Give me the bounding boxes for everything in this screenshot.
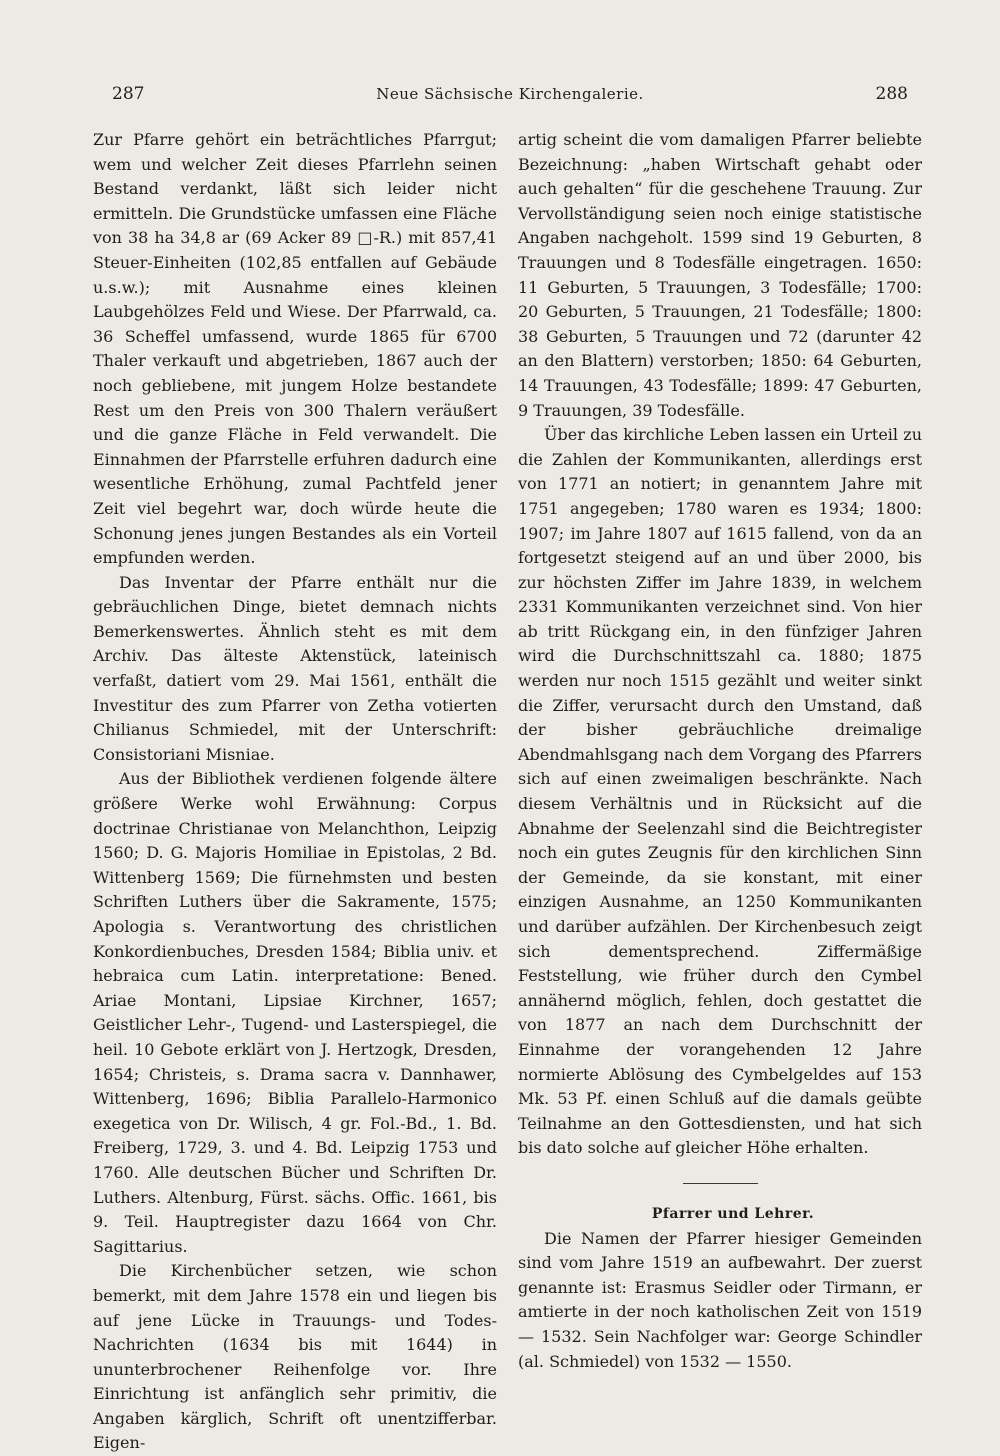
paragraph-kirchliches-leben: Über das kirchliche Leben lassen ein Urteil zu die Zahlen der Kommunikanten, allerdings erst von 1771 an notiert; in genanntem Jahre mit 1751 angegeben; 1780 waren es 1934; 1800: 1907; im Jahre 1807 auf 1615 fallend, von da an fortgesetzt steigend auf an und über 2000, bis zur höchsten Ziffer im Jahre 1839, in welchem 2331 Kommunikanten verzeichnet sind. Von hier ab tritt Rückgang ein, in den fünfziger Jahren wird die Durchschnittszahl ca. 1880; 1875 werden nur noch 1515 gezählt und weiter sinkt die Ziffer, verursacht durch den Umstand, daß der bisher gebräuchliche dreimalige Abendmahlsgang nach dem Vorgang des Pfarrers sich auf einen zweimaligen beschränkte. Nach diesem Verhältnis und in Rücksicht auf die Abnahme der Seelenzahl sind die Beichtregister noch ein gutes Zeugnis für den kirchlichen Sinn der Gemeinde, da sie konstant, mit einer einzigen Ausnahme, an 1250 Kommunikanten und darüber aufzählen. Der Kirchenbesuch zeigt sich dementsprechend. Ziffermäßige Feststellung, wie früher durch den Cymbel annähernd möglich, fehlen, doch gestattet die von 1877 an nach dem Durchschnitt der Einnahme der vorangehenden 12 Jahre normierte Ablösung des Cymbelgeldes auf 153 Mk. 53 Pf. einen Schluß auf die damals geübte Teilnahme an den Gottesdiensten, und hat sich bis dato solche auf gleicher Höhe erhalten. [518, 425, 922, 1158]
page-number-left: 287 [112, 84, 145, 104]
paragraph-pfarrer: Die Namen der Pfarrer hiesiger Gemeinden sind vom Jahre 1519 an aufbewahrt. Der zuerst genannte ist: Erasmus Seidler oder Tirmann, er amtierte in der noch katholischen Zeit von 1519 — 1532. Sein Nachfolger war: George Schindler (al. Schmiedel) von 1532 — 1550. [518, 1228, 922, 1371]
paragraph-bibliothek: Aus der Bibliothek verdienen folgende ältere größere Werke wohl Erwähnung: Corpus doctrinae Christianae von Melanchthon, Leipzig 1560; D. G. Majoris Homiliae in Epistolas, 2 Bd. Wittenberg 1569; Die fürnehmsten und besten Schriften Luthers über die Sakramente, 1575; Apologia s. Verantwortung des christlichen Konkordienbuches, Dresden 1584; Biblia univ. et hebraica cum Latin. interpretatione: Bened. Ariae Montani, Lipsiae Kirchner, 1657; Geistlicher Lehr-, Tugend- und Lasterspiegel, die heil. 10 Gebote erklärt von J. Hertzogk, Dresden, 1654; Christeis, s. Drama sacra v. Dannhawer, Wittenberg, 1696; Biblia Parallelo-Harmonico exegetica von Dr. Wilisch, 4 gr. Fol.-Bd., 1. Bd. Freiberg, 1729, 3. und 4. Bd. Leipzig 1753 und 1760. Alle deutschen Bücher und Schriften Dr. Luthers. Altenburg, Fürst. sächs. Offic. 1661, bis 9. Teil. Hauptregister dazu 1664 von Chr. Sagittarius. [93, 769, 497, 1256]
running-title: Neue Sächsische Kirchengalerie. [376, 85, 644, 103]
section-divider [683, 1183, 758, 1184]
paragraph-statistik: artig scheint die vom damaligen Pfarrer beliebte Bezeichnung: „haben Wirtschaft gehabt oder auch gehalten“ für die geschehene Trauung. Zur Vervollständigung seien noch einige statistische Angaben nachgeholt. 1599 sind 19 Geburten, 8 Trauungen und 8 Todesfälle eingetragen. 1650: 11 Geburten, 5 Trauungen, 3 Todesfälle; 1700: 20 Geburten, 5 Trauungen, 21 Todesfälle; 1800: 38 Geburten, 5 Trauungen und 72 (darunter 42 an den Blattern) verstorben; 1850: 64 Geburten, 14 Trauungen, 43 Todesfälle; 1899: 47 Geburten, 9 Trauungen, 39 Todesfälle. [518, 130, 922, 420]
section-heading: Pfarrer und Lehrer. [651, 1205, 815, 1222]
running-header [112, 84, 908, 110]
paragraph-kirchenbuecher: Die Kirchenbücher setzen, wie schon bemerkt, mit dem Jahre 1578 ein und liegen bis auf jene Lücke in Trauungs- und Todes-Nachrichten (1634 bis mit 1644) in ununterbrochener Reihenfolge vor. Ihre Einrichtung ist anfänglich sehr primitiv, die Angaben kärglich, Schrift oft unentzifferbar. Eigen- [93, 1261, 497, 1453]
paragraph-pfarrgut: Zur Pfarre gehört ein beträchtliches Pfarrgut; wem und welcher Zeit dieses Pfarrlehn seinen Bestand verdankt, läßt sich leider nicht ermitteln. Die Grundstücke umfassen eine Fläche von 38 ha 34,8 ar (69 Acker 89 □-R.) mit 857,41 Steuer-Einheiten (102,85 entfallen auf Gebäude u.s.w.); mit Ausnahme eines kleinen Laubgehölzes Feld und Wiese. Der Pfarrwald, ca. 36 Scheffel umfassend, wurde 1865 für 6700 Thaler verkauft und abgetrieben, 1867 auch der noch gebliebene, mit jungem Holze bestandete Rest um den Preis von 300 Thalern veräußert und die ganze Fläche in Feld verwandelt. Die Einnahmen der Pfarrstelle erfuhren dadurch eine wesentliche Erhöhung, zumal Pachtfeld jener Zeit viel begehrt war, doch würde heute die Schonung jenes jungen Bestandes als ein Vorteil empfunden werden. [93, 130, 497, 568]
left-column [93, 128, 497, 1456]
right-column [518, 128, 922, 1374]
paragraph-inventar: Das Inventar der Pfarre enthält nur die gebräuchlichen Dinge, bietet demnach nichts Bemerkenswertes. Ähnlich steht es mit dem Archiv. Das älteste Aktenstück, lateinisch verfaßt, datiert vom 29. Mai 1561, enthält die Investitur des zum Pfarrer von Zetha votierten Chilianus Schmiedel, mit der Unterschrift: Consistoriani Misniae. [93, 572, 497, 764]
page-number-right: 288 [875, 84, 908, 104]
